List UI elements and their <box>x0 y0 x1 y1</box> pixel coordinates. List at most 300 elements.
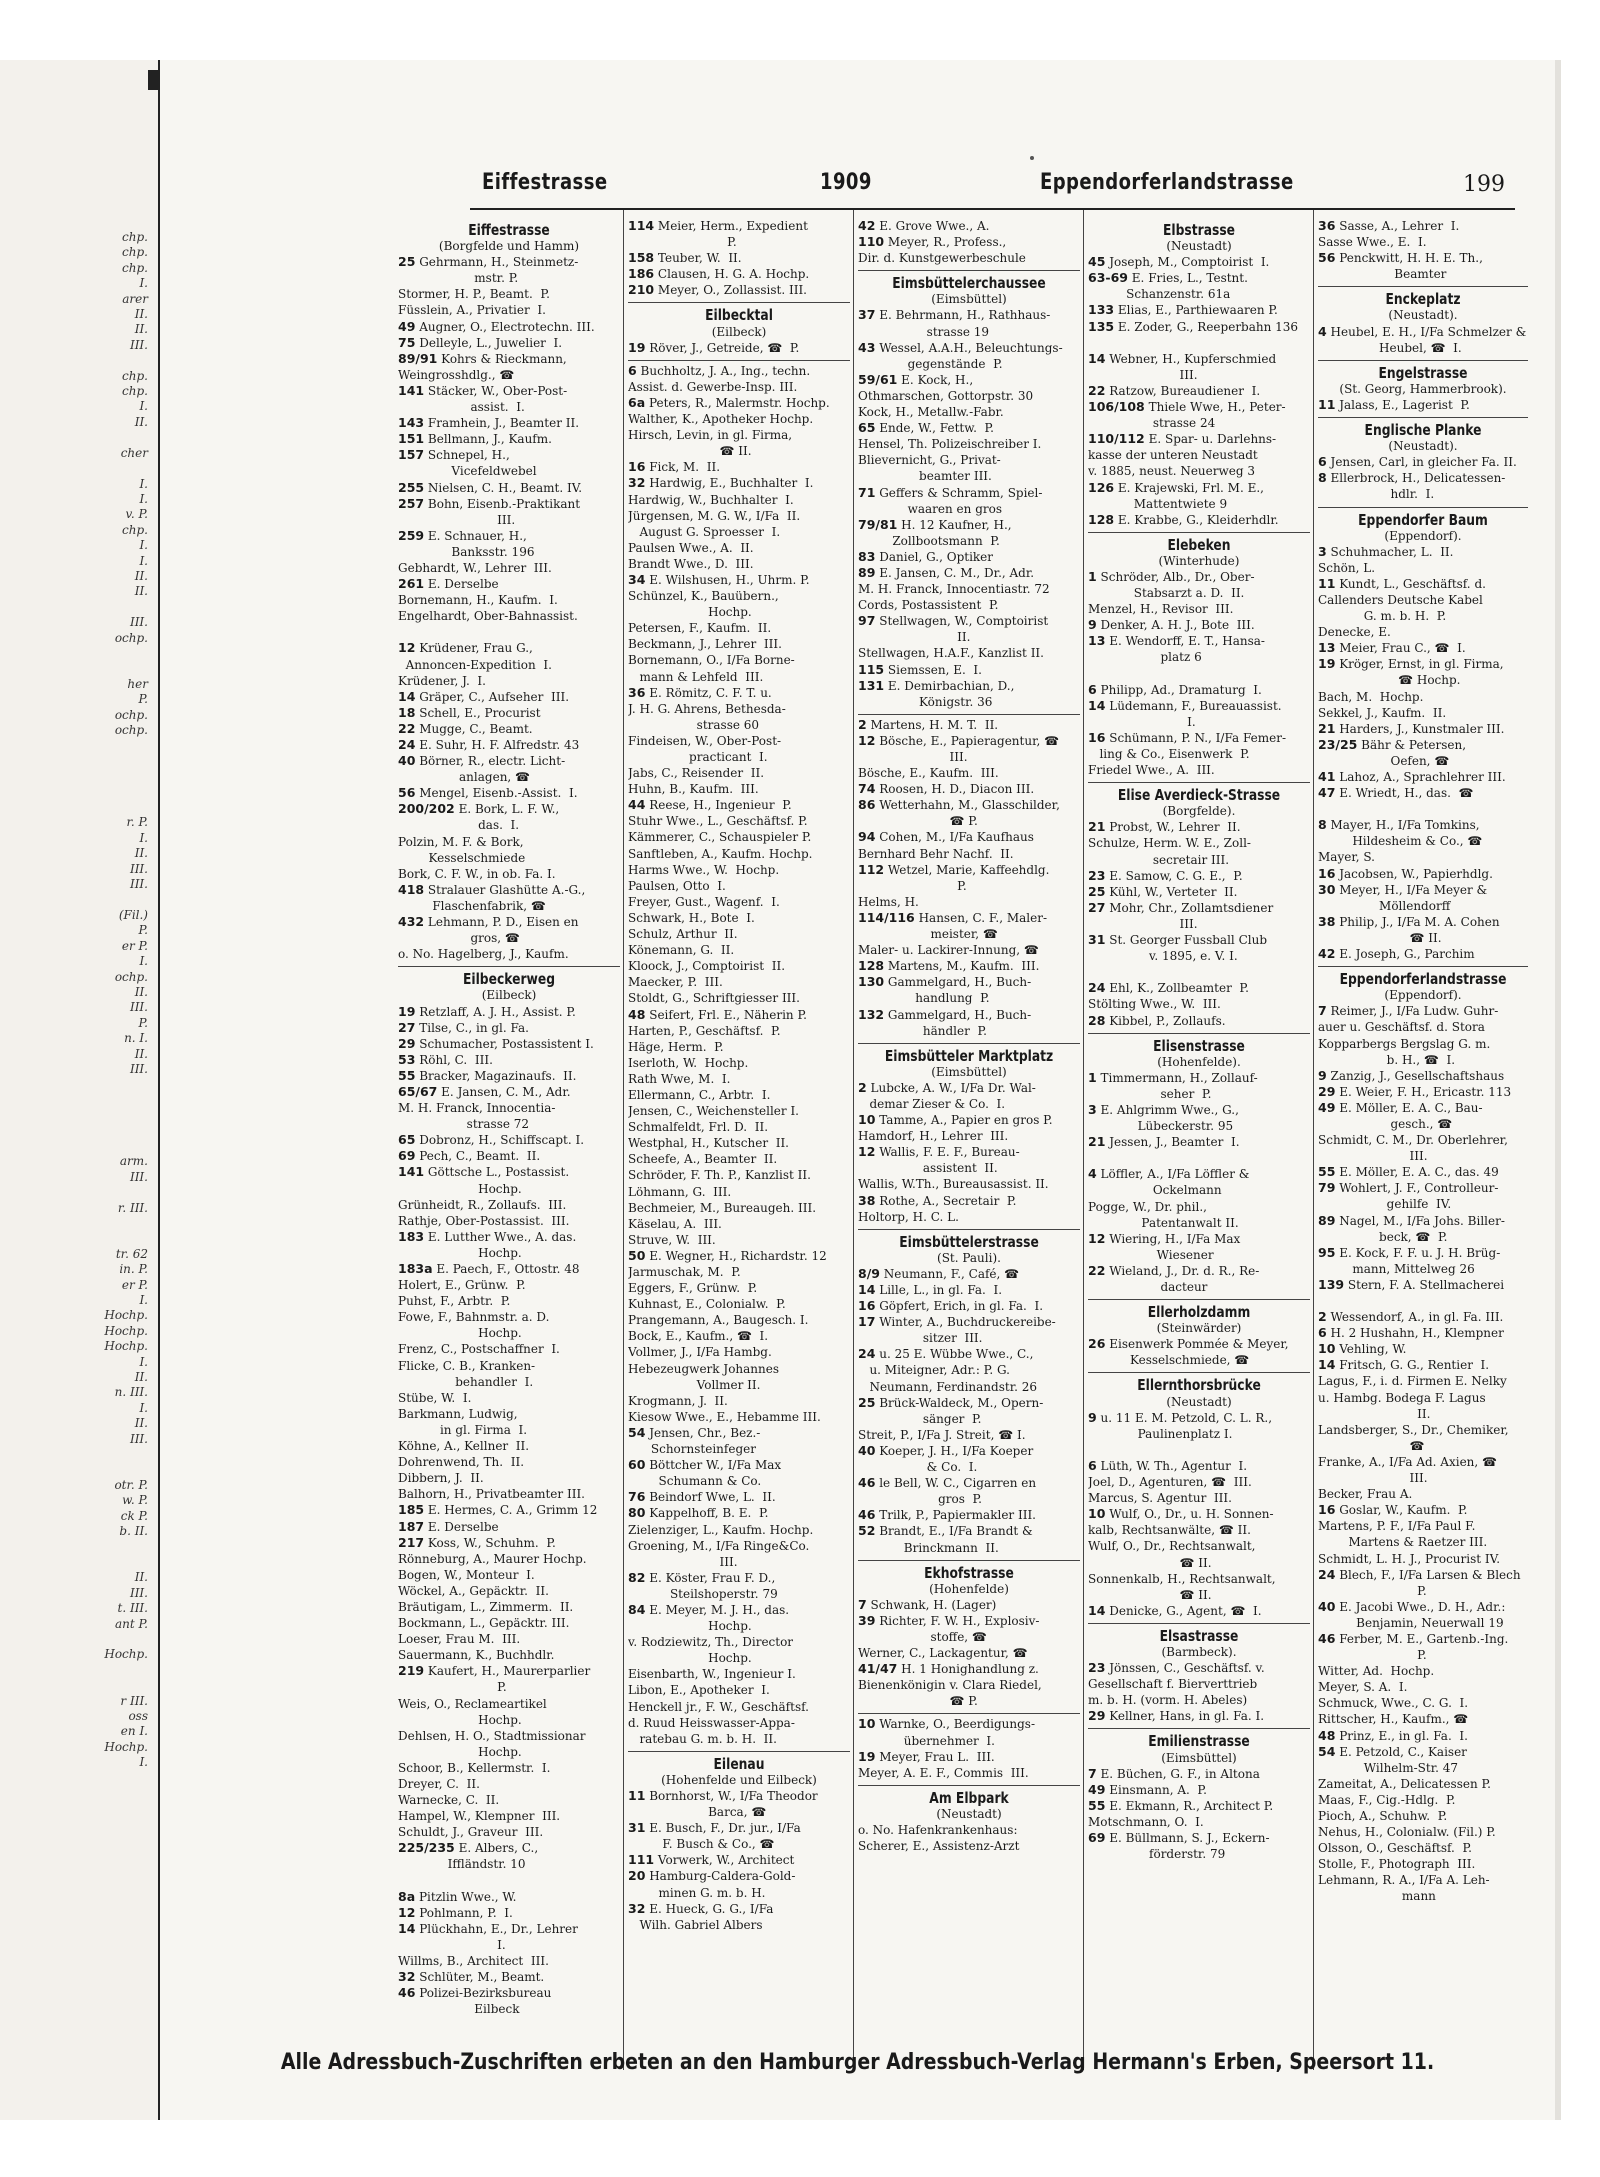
entry-text: Olsson, O., Geschäftsf. P. <box>1318 1841 1472 1856</box>
left-page-fragment: I. <box>139 1400 148 1415</box>
footer-notice: Alle Adressbuch-Zuschriften erbeten an den Hamburger Adressbuch-Verlag Hermann's Erben, Speersort 11. <box>280 2050 1435 2075</box>
resident-entry <box>628 379 850 395</box>
entry-text: beck, ☎ P. <box>1318 1229 1448 1244</box>
resident-entry <box>628 250 850 266</box>
entry-text: Beindorf Wwe, L. II. <box>645 1490 776 1505</box>
resident-entry <box>398 737 620 753</box>
entry-text: Neumann, F., Café, ☎ <box>879 1266 1020 1281</box>
resident-entry <box>628 701 850 717</box>
section-rule <box>1318 286 1528 287</box>
resident-entry <box>1088 1814 1310 1830</box>
entry-text: Martens & Raetzer III. <box>1318 1535 1488 1550</box>
house-number: 56 <box>1318 250 1336 266</box>
resident-entry <box>858 1523 1080 1539</box>
resident-entry <box>1318 250 1528 266</box>
resident-entry <box>1088 1166 1310 1182</box>
entry-text: Buchholtz, J. A., Ing., techn. <box>636 363 811 378</box>
house-number: 432 <box>398 914 425 930</box>
entry-text: o. No. Hafenkrankenhaus: <box>858 1823 1018 1837</box>
resident-entry <box>1088 1555 1310 1571</box>
left-page-fragment: chp. <box>122 230 148 244</box>
entry-text: Bach, M. Hochp. <box>1318 689 1424 704</box>
house-number: 141 <box>398 1164 425 1180</box>
resident-entry <box>398 270 620 286</box>
resident-entry <box>1088 1263 1310 1279</box>
resident-entry <box>628 1167 850 1183</box>
street-heading: Ekhofstrasse <box>924 1563 1014 1582</box>
section-rule <box>858 1560 1080 1561</box>
resident-entry <box>1318 1245 1528 1261</box>
entry-text: ☎ P. <box>858 1694 978 1709</box>
resident-entry <box>1088 1118 1310 1134</box>
house-number: 6 <box>628 362 637 378</box>
resident-entry <box>858 749 1080 765</box>
district-label: (Neustadt) <box>1166 1394 1232 1409</box>
house-number: 34 <box>628 571 646 587</box>
house-number: 22 <box>1088 382 1106 398</box>
entry-text: III. <box>1088 916 1198 931</box>
entry-text: Kopparbergs Bergslag G. m. <box>1318 1036 1491 1051</box>
house-number: 12 <box>398 1904 416 1920</box>
resident-entry <box>858 733 1080 749</box>
resident-entry <box>858 613 1080 629</box>
house-number: 50 <box>628 1247 646 1263</box>
section-rule <box>1088 1299 1310 1300</box>
entry-text: Stoldt, G., Schriftgiesser III. <box>628 991 800 1006</box>
entry-text: Landsberger, S., Dr., Chemiker, <box>1318 1422 1509 1437</box>
resident-entry <box>1318 1019 1528 1035</box>
resident-entry <box>398 1792 620 1808</box>
resident-entry <box>1318 914 1528 930</box>
left-page-fragment: II. <box>134 584 148 599</box>
entry-text: Ockelmann <box>1088 1183 1222 1198</box>
entry-text: Mayer, H., I/Fa Tomkins, <box>1326 818 1480 833</box>
resident-entry <box>1088 1199 1310 1215</box>
resident-entry <box>398 1615 620 1631</box>
left-page-fragment: II. <box>134 1046 148 1061</box>
entry-text: Kock, H., Metallw.-Fabr. <box>858 405 1004 420</box>
district-label: (Barmbeck). <box>1161 1644 1237 1659</box>
resident-entry <box>628 813 850 829</box>
resident-entry <box>1318 1277 1528 1293</box>
entry-text: Hampel, W., Klempner III. <box>398 1809 561 1824</box>
entry-text: Pitzlin Wwe., W. <box>415 1889 517 1904</box>
entry-text: Ende, W., Fettw. P. <box>875 421 994 436</box>
resident-entry <box>628 1457 850 1473</box>
resident-entry <box>1088 496 1310 512</box>
resident-entry <box>1318 544 1528 560</box>
entry-text: Iserloth, W. Hochp. <box>628 1055 749 1070</box>
left-page-fragment: I. <box>139 399 148 414</box>
entry-text: Bechmeier, M., Bureaugeh. III. <box>628 1200 817 1215</box>
resident-entry <box>1318 470 1528 486</box>
entry-text: Webner, H., Kupferschmied <box>1105 351 1277 366</box>
entry-text: Siemssen, E. I. <box>884 662 982 677</box>
resident-entry <box>628 604 850 620</box>
resident-entry <box>398 1599 620 1615</box>
entry-text: handlung P. <box>858 991 990 1006</box>
house-number: 11 <box>628 1788 646 1803</box>
resident-entry <box>628 1232 850 1248</box>
resident-entry <box>1088 512 1310 528</box>
resident-entry <box>1318 753 1528 769</box>
section-rule <box>858 1229 1080 1230</box>
entry-text: E. Jansen, C. M., Adr. <box>437 1084 571 1099</box>
resident-entry <box>1318 1760 1528 1776</box>
resident-entry <box>1088 367 1310 383</box>
left-page-fragment <box>0 1216 158 1231</box>
entry-text: Kohrs & Rieckmann, <box>437 351 567 366</box>
resident-entry <box>1088 1215 1310 1231</box>
directory-column-5 <box>1318 218 1528 1905</box>
resident-entry <box>858 1459 1080 1475</box>
resident-entry <box>858 1716 1080 1732</box>
entry-text: Stölting Wwe., W. III. <box>1088 997 1221 1012</box>
left-page-fragment <box>0 430 158 445</box>
house-number: 6 <box>1318 454 1327 470</box>
entry-text: mann <box>1318 1889 1436 1904</box>
house-number: 19 <box>398 1003 416 1019</box>
resident-entry <box>398 463 620 479</box>
house-number: 8 <box>1318 817 1327 833</box>
house-number: 97 <box>858 613 876 629</box>
resident-entry <box>858 678 1080 694</box>
entry-text: Marcus, S. Agentur III. <box>1088 1491 1232 1506</box>
resident-entry <box>858 1298 1080 1314</box>
resident-entry <box>1088 1522 1310 1538</box>
house-number: 54 <box>628 1424 646 1440</box>
house-number: 40 <box>1318 1598 1336 1614</box>
entry-text: Bracker, Magazinaufs. II. <box>415 1068 577 1083</box>
entry-text: mann & Lehfeld III. <box>628 669 764 684</box>
entry-text: Rothe, A., Secretair P. <box>875 1193 1017 1208</box>
house-number: 29 <box>398 1035 416 1051</box>
column-divider <box>623 210 624 2070</box>
entry-text: Eilbeck <box>398 2002 520 2017</box>
resident-entry <box>628 1473 850 1489</box>
house-number: 210 <box>628 282 655 298</box>
resident-entry <box>628 1836 850 1852</box>
entry-text: meister, ☎ <box>858 927 998 942</box>
resident-entry <box>1318 898 1528 914</box>
entry-text: E. Busch, F., Dr. jur., I/Fa <box>645 1821 801 1836</box>
left-page-fragment: en I. <box>120 1724 148 1739</box>
left-page-fragment <box>0 600 158 615</box>
resident-entry <box>628 556 850 572</box>
resident-entry <box>628 1634 850 1650</box>
entry-text: E. Suhr, H. F. Alfredstr. 43 <box>415 738 580 752</box>
entry-text: ling & Co., Eisenwerk P. <box>1088 747 1250 761</box>
entry-text: Patentanwalt II. <box>1088 1215 1239 1230</box>
entry-text: Schröder, F. Th. P., Kanzlist II. <box>628 1168 811 1183</box>
resident-entry <box>398 930 620 946</box>
house-number: 23 <box>1088 867 1106 883</box>
resident-entry <box>858 1096 1080 1112</box>
resident-entry <box>398 1696 620 1712</box>
house-number: 139 <box>1318 1276 1345 1292</box>
entry-text: I. <box>398 1937 506 1952</box>
entry-text: Meier, Herm., Expedient <box>654 219 808 233</box>
resident-entry <box>1318 1695 1528 1711</box>
entry-text: Steilshoperstr. 79 <box>628 1586 778 1601</box>
resident-entry <box>628 1200 850 1216</box>
resident-entry <box>398 946 620 962</box>
left-page-fragment: in. P. <box>119 1262 148 1277</box>
entry-text: Penckwitt, H. H. E. Th., <box>1335 251 1483 266</box>
entry-text: H. 2 Hushahn, H., Klempner <box>1326 1326 1504 1341</box>
resident-entry <box>398 367 620 383</box>
section-rule <box>858 1713 1080 1714</box>
house-number: 16 <box>858 1298 876 1314</box>
entry-text: Rathje, Ober-Postassist. III. <box>398 1213 570 1228</box>
entry-text: Wetzel, Marie, Kaffeehdlg. <box>884 862 1050 877</box>
entry-text: Wiering, H., I/Fa Max <box>1105 1231 1241 1246</box>
resident-entry <box>1088 415 1310 431</box>
resident-entry <box>858 1112 1080 1128</box>
left-page-fragment: ant P. <box>115 1616 148 1631</box>
house-number: 17 <box>858 1314 876 1330</box>
resident-entry <box>628 1039 850 1055</box>
entry-text: assistent II. <box>858 1161 998 1176</box>
resident-entry <box>858 436 1080 452</box>
resident-entry <box>1088 286 1310 302</box>
house-number: 128 <box>858 958 885 974</box>
resident-entry <box>858 1209 1080 1225</box>
resident-entry <box>1088 254 1310 270</box>
resident-entry <box>628 1264 850 1280</box>
entry-text: Polzin, M. F. & Bork, <box>398 834 524 849</box>
section-rule <box>1088 1728 1310 1729</box>
resident-entry <box>858 926 1080 942</box>
resident-entry <box>858 388 1080 404</box>
entry-text: Hildesheim & Co., ☎ <box>1318 834 1483 849</box>
entry-text: Dehlsen, H. O., Stadtmissionar <box>398 1728 586 1743</box>
left-page-fragment <box>0 892 158 907</box>
left-page-fragment <box>0 1540 158 1555</box>
resident-entry <box>1088 480 1310 496</box>
resident-entry <box>1088 633 1310 649</box>
house-number: 24 <box>398 737 416 752</box>
resident-entry <box>1088 1102 1310 1118</box>
entry-text: Maler- u. Lackirer-Innung, ☎ <box>858 943 1039 958</box>
entry-text: Stolle, F., Photograph III. <box>1318 1857 1476 1872</box>
resident-entry <box>858 1023 1080 1039</box>
left-page-margin <box>0 60 161 2120</box>
entry-text: Gammelgard, H., Buch- <box>884 975 1032 990</box>
house-number: 7 <box>858 1596 867 1612</box>
resident-entry <box>858 797 1080 813</box>
house-number: 14 <box>1318 1357 1336 1373</box>
entry-text: Jürgensen, M. G. W., I/Fa II. <box>628 508 801 523</box>
left-page-fragment: chp. <box>122 260 148 275</box>
resident-entry <box>398 351 620 367</box>
resident-entry <box>628 1804 850 1820</box>
resident-entry <box>858 878 1080 894</box>
house-number: 1 <box>1088 1069 1097 1085</box>
entry-text: u. Hambg. Bodega F. Lagus <box>1318 1390 1486 1405</box>
house-number: 24 <box>1088 980 1106 996</box>
house-number: 1 <box>1088 568 1097 584</box>
entry-text: F. Busch & Co., ☎ <box>628 1837 775 1852</box>
entry-text: Beckmann, J., Lehrer III. <box>628 637 782 652</box>
entry-text: Lagus, F., i. d. Firmen E. Nelky <box>1318 1374 1507 1389</box>
house-number: 186 <box>628 266 655 282</box>
resident-entry <box>858 1613 1080 1629</box>
left-page-fragment <box>0 1093 158 1108</box>
left-page-fragment: III. <box>129 1000 148 1015</box>
entry-text: Stormer, H. P., Beamt. P. <box>398 287 550 302</box>
resident-entry <box>858 1822 1080 1838</box>
entry-text: Heubel, E. H., I/Fa Schmelzer & <box>1326 324 1527 339</box>
house-number: 19 <box>628 339 646 355</box>
left-page-fragment <box>0 738 158 753</box>
entry-text: Bösche, E., Papieragentur, ☎ <box>875 733 1060 748</box>
resident-entry <box>628 588 850 604</box>
entry-text: Lübeckerstr. 95 <box>1088 1119 1234 1134</box>
entry-text: Krüdener, J. I. <box>398 673 486 688</box>
resident-entry <box>858 813 1080 829</box>
resident-entry <box>628 1682 850 1698</box>
entry-text: Meyer, O., Zollassist. III. <box>654 283 807 298</box>
district-label: (Eilbeck) <box>481 988 537 1003</box>
entry-text: Schünzel, K., Bauübern., <box>628 589 779 604</box>
house-number: 6 <box>1088 681 1097 697</box>
entry-text: P. <box>398 1680 507 1695</box>
house-number: 89/91 <box>398 350 438 366</box>
street-heading: Eilbeckerweg <box>462 970 556 989</box>
resident-entry <box>1088 714 1310 730</box>
district-label: (Hohenfelde) <box>929 1581 1009 1596</box>
resident-entry <box>628 765 850 781</box>
house-number: 24 <box>1318 1566 1336 1582</box>
resident-entry <box>398 1068 620 1084</box>
resident-entry <box>1318 833 1528 849</box>
resident-entry <box>858 1507 1080 1523</box>
page-edge <box>1555 60 1561 2120</box>
left-page-fragment: er P. <box>121 1277 148 1292</box>
entry-text: Ehl, K., Zollbeamter P. <box>1105 981 1249 996</box>
resident-entry <box>1088 1150 1310 1166</box>
house-number: 219 <box>398 1663 425 1679</box>
entry-text <box>1088 1151 1092 1165</box>
entry-text: E. Ahlgrimm Wwe., G., <box>1096 1102 1239 1117</box>
resident-entry <box>1088 1782 1310 1798</box>
entry-text: Hochp. <box>398 1181 522 1196</box>
resident-entry <box>628 990 850 1006</box>
house-number: 48 <box>1318 1727 1336 1743</box>
resident-entry <box>1318 1792 1528 1808</box>
entry-text: Sasse, A., Lehrer I. <box>1335 219 1460 233</box>
resident-entry <box>628 1554 850 1570</box>
entry-text: Prinz, E., in gl. Fa. I. <box>1335 1728 1468 1743</box>
left-page-fragment: chp. <box>122 245 148 260</box>
left-page-fragment: ochp. <box>114 969 148 984</box>
resident-entry <box>398 1309 620 1325</box>
entry-text: E. Büchen, G. F., in Altona <box>1096 1766 1260 1781</box>
resident-entry <box>398 1390 620 1406</box>
resident-entry <box>398 914 620 930</box>
entry-text: gros, ☎ <box>398 931 520 946</box>
resident-entry <box>858 250 1080 266</box>
house-number: 9 <box>1088 1409 1097 1425</box>
resident-entry <box>628 1184 850 1200</box>
resident-entry <box>1318 340 1528 356</box>
entry-text: Henckell jr., F. W., Geschäftsf. <box>628 1699 809 1714</box>
entry-text: Löffler, A., I/Fa Löffler & <box>1096 1167 1250 1182</box>
entry-text: Martens, M., Kaufm. III. <box>884 959 1040 974</box>
district-label: (Neustadt) <box>1166 239 1232 254</box>
entry-text: Wallis, W.Th., Bureausassist. II. <box>858 1177 1049 1192</box>
entry-text: Harms Wwe., W. Hochp. <box>628 862 780 877</box>
resident-entry <box>1318 1888 1528 1904</box>
resident-entry <box>858 565 1080 581</box>
resident-entry <box>1318 1357 1528 1373</box>
house-number: 55 <box>1318 1164 1336 1180</box>
resident-entry <box>398 866 620 882</box>
resident-entry <box>1088 916 1310 932</box>
left-page-fragment: b. II. <box>119 1524 148 1539</box>
resident-entry <box>398 640 620 656</box>
street-heading: Engelstrasse <box>1378 363 1468 382</box>
house-number: 158 <box>628 250 655 266</box>
resident-entry <box>628 411 850 427</box>
entry-text: Maas, F., Cig.-Hdlg. P. <box>1318 1792 1456 1807</box>
house-number: 16 <box>1318 1502 1336 1518</box>
entry-text: Warnecke, C. II. <box>398 1793 500 1808</box>
resident-entry <box>1088 1708 1310 1724</box>
resident-entry <box>1088 980 1310 996</box>
district-label: (Neustadt). <box>1388 308 1458 323</box>
resident-entry <box>398 286 620 302</box>
resident-entry <box>1318 1808 1528 1824</box>
entry-text: mstr. P. <box>398 271 519 286</box>
resident-entry <box>628 443 850 459</box>
resident-entry <box>628 829 850 845</box>
entry-text: Scheefe, A., Beamter II. <box>628 1152 778 1167</box>
resident-entry <box>1318 801 1528 817</box>
house-number: 14 <box>1088 350 1106 366</box>
resident-entry <box>858 549 1080 565</box>
entry-text: ☎ II. <box>628 444 752 459</box>
house-number: 106/108 <box>1088 399 1145 415</box>
entry-text: J. H. G. Ahrens, Bethesda- <box>628 701 786 716</box>
left-page-fragment: t. III. <box>117 1601 148 1616</box>
house-number: 44 <box>628 797 646 813</box>
entry-text <box>398 1874 402 1888</box>
resident-entry <box>1088 1538 1310 1554</box>
resident-entry <box>628 218 850 234</box>
resident-entry <box>398 1358 620 1374</box>
entry-text: Stabsarzt a. D. II. <box>1088 586 1245 601</box>
entry-text: Hirsch, Levin, in gl. Firma, <box>628 428 793 443</box>
left-page-fragment: P. <box>138 1015 148 1030</box>
house-number: 59/61 <box>858 371 898 387</box>
entry-text: Joseph, M., Comptoirist I. <box>1105 255 1270 270</box>
resident-entry <box>398 1889 620 1905</box>
house-number: 53 <box>398 1051 416 1067</box>
entry-text: platz 6 <box>1088 650 1202 665</box>
house-number: 257 <box>398 495 425 511</box>
resident-entry <box>1318 1116 1528 1132</box>
section-rule <box>628 360 850 361</box>
resident-entry <box>628 1296 850 1312</box>
left-page-fragment: II. <box>134 846 148 861</box>
entry-text: Stellwagen, H.A.F., Kanzlist II. <box>858 646 1044 661</box>
left-page-fragment: I. <box>139 830 148 845</box>
resident-entry <box>398 302 620 318</box>
entry-text: Fick, M. II. <box>645 460 721 475</box>
resident-entry <box>628 524 850 540</box>
